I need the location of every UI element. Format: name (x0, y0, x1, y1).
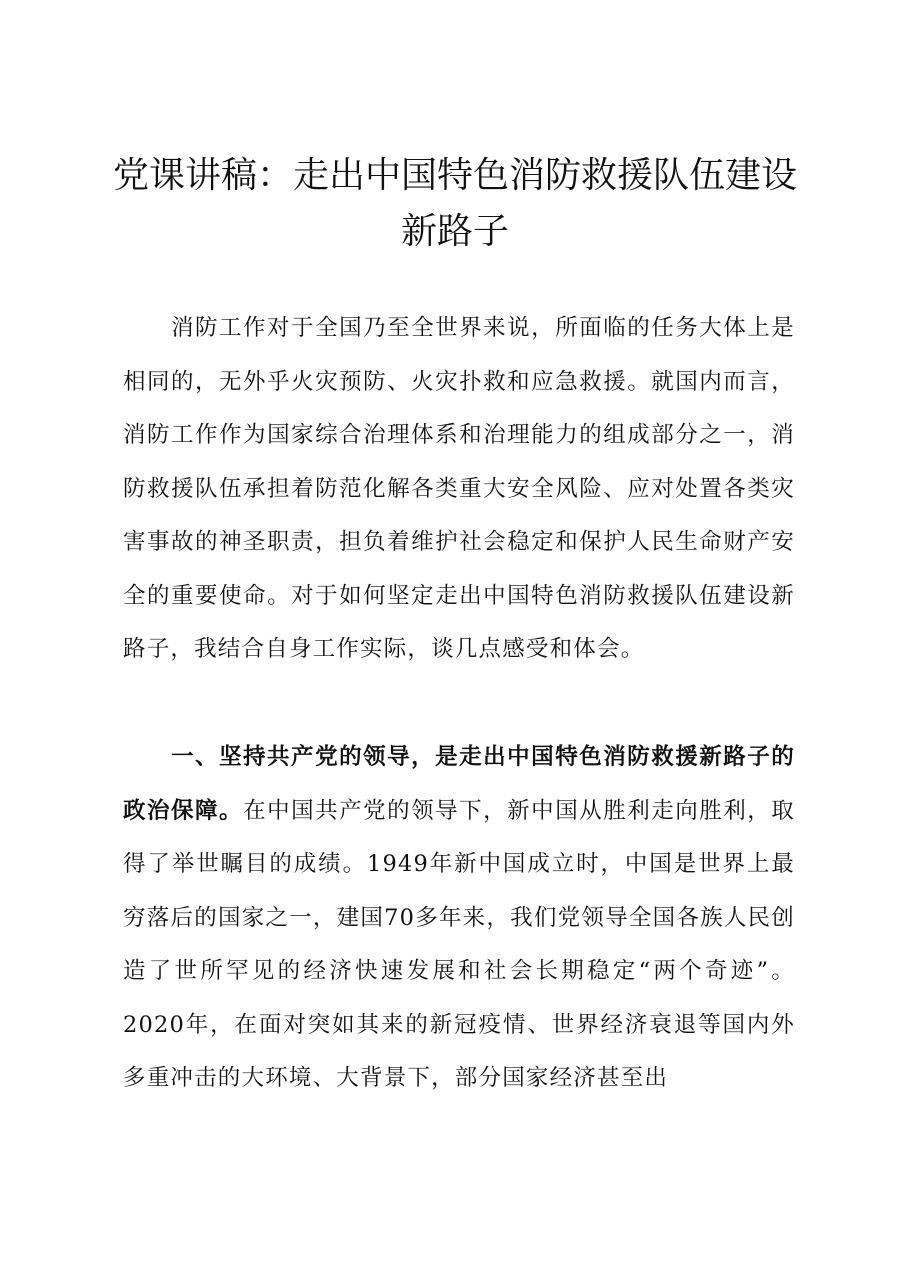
section-1-paragraph (123, 731, 795, 1106)
intro-paragraph: 消防工作对于全国乃至全世界来说，所面临的任务大体上是相同的，无外乎火灾预防、火灾扑救和应急救援。就国内而言，消防工作作为国家综合治理体系和治理能力的组成部分之一，消防救援队伍承担着防范化解各类重大安全风险、应对处置各类灾害事故的神圣职责，担负着维护社会稳定和保护人民生命财产安全的重要使命。对于如何坚定走出中国特色消防救援队伍建设新路子，我结合自身工作实际，谈几点感受和体会。 (123, 315, 795, 662)
section-1-body: 在中国共产党的领导下，新中国从胜利走向胜利，取得了举世瞩目的成绩。1949年新中国成立时，中国是世界上最穷落后的国家之一，建国70多年来，我们党领导全国各族人民创造了世所罕见的经济快速发展和社会长期稳定“两个奇迹”。2020年，在面对突如其来的新冠疫情、世界经济衰退等国内外多重冲击的大环境、大背景下，部分国家经济甚至出 (123, 797, 795, 1091)
section-1-heading: 一、坚持共产党的领导，是走出中国特色消防救援新路子的政治保障。 (123, 744, 795, 824)
document-title: 党课讲稿：走出中国特色消防救援队伍建设新路子 (112, 155, 797, 252)
